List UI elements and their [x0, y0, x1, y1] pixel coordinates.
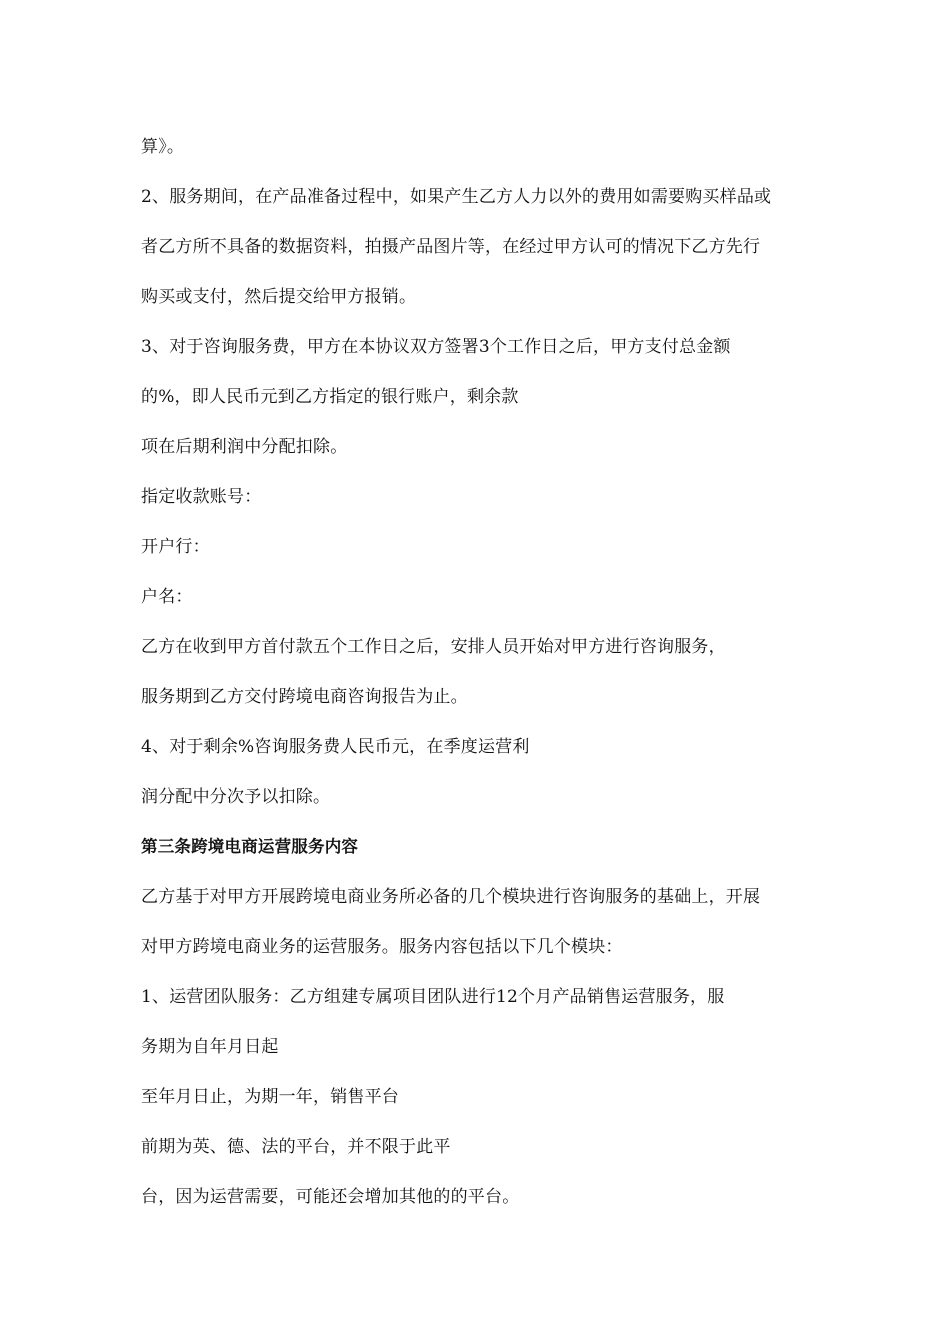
- paragraph-line: 的%，即人民币元到乙方指定的银行账户，剩余款: [141, 387, 519, 407]
- paragraph-line: 润分配中分次予以扣除。: [141, 787, 331, 807]
- paragraph-line: 务期为自年月日起: [141, 1037, 279, 1057]
- paragraph-line: 算》。: [141, 137, 185, 157]
- field-label-bank: 开户行：: [141, 537, 210, 557]
- paragraph-line: 乙方基于对甲方开展跨境电商业务所必备的几个模块进行咨询服务的基础上，开展: [141, 887, 761, 907]
- paragraph-line: 3、对于咨询服务费，甲方在本协议双方签署3个工作日之后，甲方支付总金额: [141, 337, 731, 357]
- paragraph-line: 对甲方跨境电商业务的运营服务。服务内容包括以下几个模块：: [141, 937, 623, 957]
- paragraph-line: 台，因为运营需要，可能还会增加其他的的平台。: [141, 1187, 520, 1207]
- paragraph-line: 乙方在收到甲方首付款五个工作日之后，安排人员开始对甲方进行咨询服务，: [141, 637, 726, 657]
- paragraph-line: 前期为英、德、法的平台，并不限于此平: [141, 1137, 451, 1157]
- paragraph-line: 者乙方所不具备的数据资料，拍摄产品图片等，在经过甲方认可的情况下乙方先行: [141, 237, 761, 257]
- field-label-account: 指定收款账号：: [141, 487, 262, 507]
- paragraph-line: 购买或支付，然后提交给甲方报销。: [141, 287, 417, 307]
- paragraph-line: 至年月日止，为期一年，销售平台: [141, 1087, 399, 1107]
- paragraph-line: 1、运营团队服务：乙方组建专属项目团队进行12个月产品销售运营服务，服: [141, 987, 725, 1007]
- paragraph-line: 项在后期利润中分配扣除。: [141, 437, 348, 457]
- paragraph-line: 服务期到乙方交付跨境电商咨询报告为止。: [141, 687, 468, 707]
- paragraph-line: 4、对于剩余%咨询服务费人民币元，在季度运营利: [141, 737, 530, 757]
- paragraph-line: 2、服务期间，在产品准备过程中，如果产生乙方人力以外的费用如需要购买样品或: [141, 187, 772, 207]
- section-heading: 第三条跨境电商运营服务内容: [141, 837, 359, 856]
- field-label-account-name: 户名：: [141, 587, 193, 607]
